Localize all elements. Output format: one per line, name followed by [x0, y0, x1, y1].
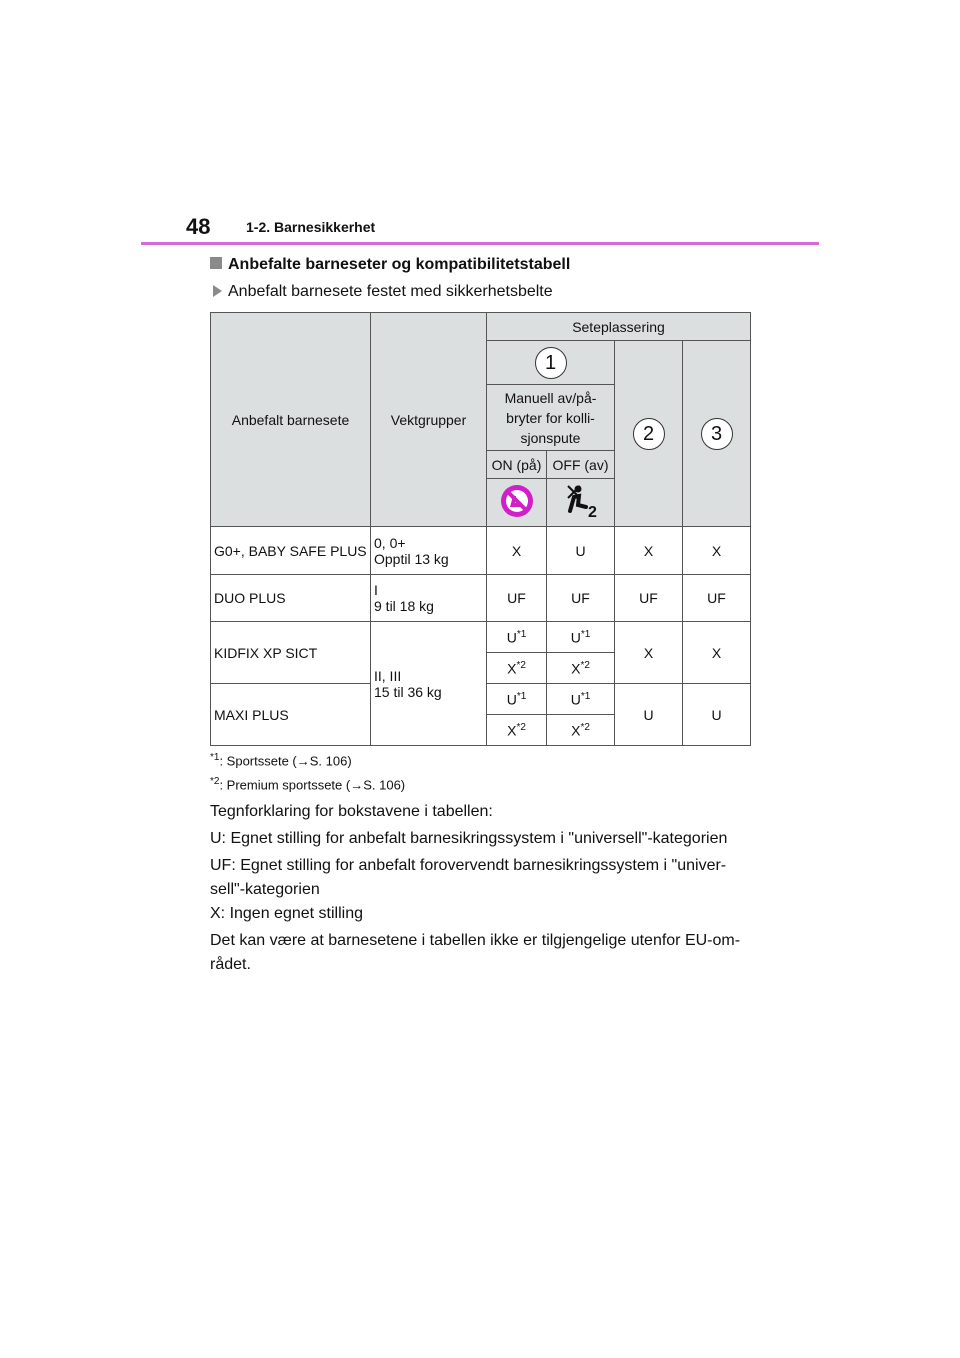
- pos1-on-value: $X^{*2}$: [487, 715, 547, 746]
- svg-text:2: 2: [587, 504, 597, 519]
- position-2-icon: 2: [633, 418, 665, 450]
- footnote-2: $^{*2}$: Premium sportssete (→S. 106): [210, 776, 406, 793]
- legend-uf: UF: Egnet stilling for anbefalt forovervendt barnesikringssystem i "univer-sell"-kategorien: [210, 857, 727, 898]
- square-bullet-icon: [210, 257, 222, 269]
- airbag-on-prohibited-icon: [499, 483, 535, 519]
- airbag-on-icon-cell: [487, 479, 547, 527]
- triangle-bullet-icon: [213, 285, 222, 297]
- position-3-cell: [683, 341, 751, 527]
- pos3-value: X: [683, 527, 751, 575]
- seat-name: KIDFIX XP SICT: [211, 622, 371, 684]
- availability-note: Det kan være at barnesetene i tabellen ikke er tilgjengelige utenfor EU-om-rådet.: [210, 932, 741, 973]
- airbag-off-icon-cell: [547, 479, 615, 527]
- pos1-off-value: $U^{*1}$: [547, 622, 615, 653]
- seat-name: MAXI PLUS: [211, 684, 371, 746]
- page-number: 48: [186, 214, 211, 239]
- position-2-cell: [615, 341, 683, 527]
- legend-x: X: Ingen egnet stilling: [210, 905, 363, 922]
- compatibility-table: [210, 312, 751, 746]
- table-row: [211, 622, 751, 653]
- legend-title: Tegnforklaring for bokstavene i tabellen:: [210, 803, 493, 820]
- pos3-value: UF: [683, 575, 751, 622]
- table-row: [211, 575, 751, 622]
- pos1-off-value: $U^{*1}$: [547, 684, 615, 715]
- on-label: ON (på): [487, 451, 547, 479]
- sub-heading: [213, 283, 553, 301]
- pos2-value: U: [615, 684, 683, 746]
- weight-group: 0, 0+ Opptil 13 kg: [371, 527, 487, 575]
- airbag-off-icon: [561, 483, 601, 519]
- seat-name: DUO PLUS: [211, 575, 371, 622]
- pos2-value: X: [615, 527, 683, 575]
- pos3-value: X: [683, 622, 751, 684]
- seat-name: G0+, BABY SAFE PLUS: [211, 527, 371, 575]
- pos2-value: UF: [615, 575, 683, 622]
- header-seat: Anbefalt barnesete: [211, 313, 371, 527]
- pos1-off-value: UF: [547, 575, 615, 622]
- pos1-on-value: $X^{*2}$: [487, 653, 547, 684]
- off-label: OFF (av): [547, 451, 615, 479]
- pos1-on-value: UF: [487, 575, 547, 622]
- position-1-icon: 1: [535, 347, 567, 379]
- header-rule: [141, 242, 819, 245]
- position-1-cell: [487, 341, 615, 385]
- section-heading-text: Anbefalte barneseter og kompatibilitetstabell: [228, 256, 571, 273]
- pos2-value: X: [615, 622, 683, 684]
- pos1-on-value: $U^{*1}$: [487, 684, 547, 715]
- header-weight: Vektgrupper: [371, 313, 487, 527]
- legend-u: U: Egnet stilling for anbefalt barnesikringssystem i "universell"-kategorien: [210, 830, 728, 847]
- pos3-value: U: [683, 684, 751, 746]
- pos1-on-value: X: [487, 527, 547, 575]
- airbag-switch-label: Manuell av/på-bryter for kolli-sjonspute: [487, 385, 615, 451]
- pos1-on-value: $U^{*1}$: [487, 622, 547, 653]
- section-heading: [210, 256, 570, 274]
- pos1-off-value: $X^{*2}$: [547, 653, 615, 684]
- header-position: Seteplassering: [487, 313, 751, 341]
- pos1-off-value: $X^{*2}$: [547, 715, 615, 746]
- position-3-icon: 3: [701, 418, 733, 450]
- table-row: [211, 527, 751, 575]
- sub-heading-text: Anbefalt barnesete festet med sikkerhetsbelte: [228, 283, 553, 300]
- footnote-1: $^{*1}$: Sportssete (→S. 106): [210, 752, 352, 769]
- pos1-off-value: U: [547, 527, 615, 575]
- section-title: 1-2. Barnesikkerhet: [246, 219, 376, 235]
- weight-group: I 9 til 18 kg: [371, 575, 487, 622]
- weight-group: II, III 15 til 36 kg: [371, 622, 487, 746]
